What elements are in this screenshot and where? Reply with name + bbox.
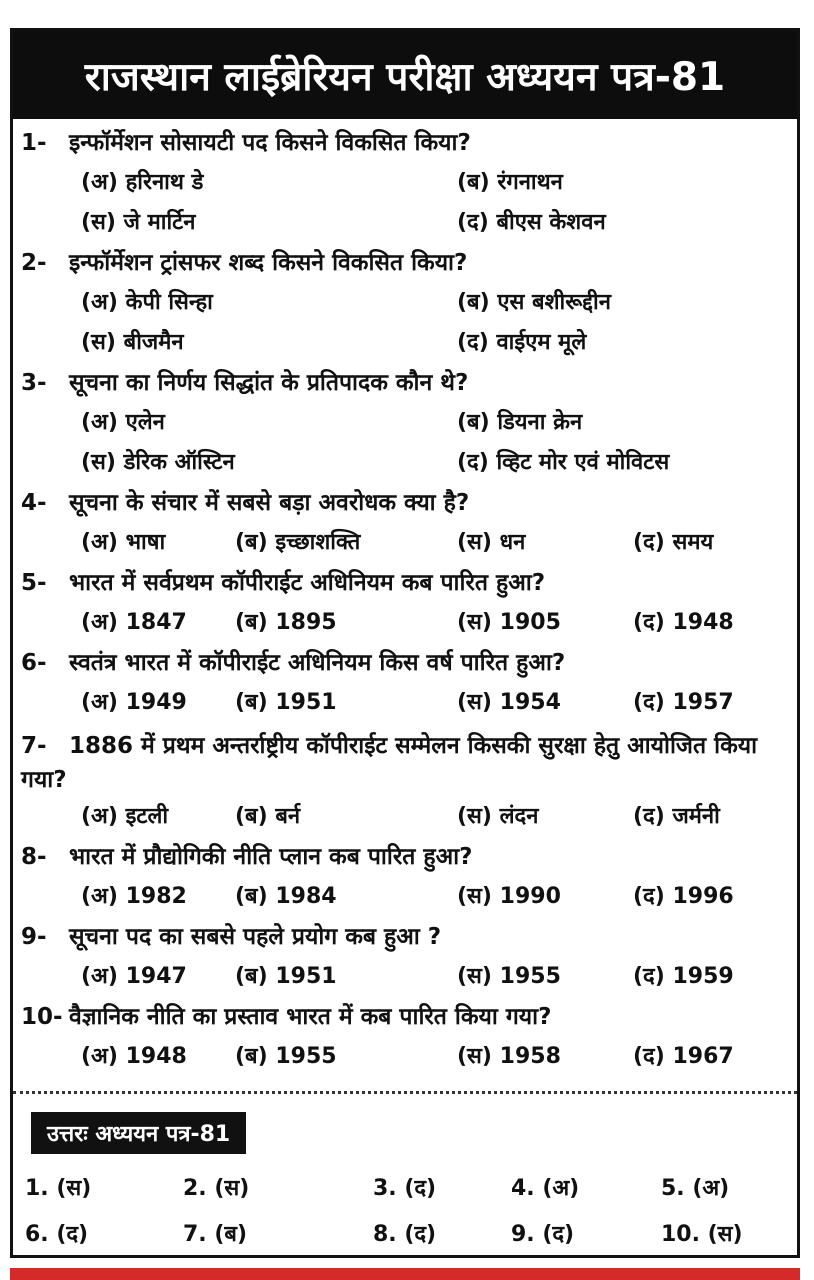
option: (अ) 1982 [81, 884, 187, 909]
question-1 [21, 123, 797, 163]
option: (ब) 1895 [235, 610, 337, 635]
option: (स) 1955 [457, 964, 561, 989]
option-row [21, 1037, 797, 1077]
red-footer-strip [10, 1268, 800, 1280]
question-number: 10- [21, 1004, 63, 1030]
option: (द) 1959 [633, 964, 734, 989]
option: (द) 1996 [633, 884, 734, 909]
option: (अ) 1947 [81, 964, 187, 989]
option: (द) समय [633, 530, 714, 555]
option: (अ) 1949 [81, 690, 187, 715]
option-row [21, 877, 797, 917]
option: (अ) केपी सिन्हा [81, 290, 213, 315]
option: (द) बीएस केशवन [457, 210, 606, 235]
question-2 [21, 243, 797, 283]
option: (द) 1957 [633, 690, 734, 715]
question-9 [21, 917, 797, 957]
question-4 [21, 483, 797, 523]
option: (ब) एस बशीरूद्दीन [457, 290, 611, 315]
question-text: भारत में प्रौद्योगिकी नीति प्लान कब पारित हुआ? [69, 844, 473, 870]
question-3 [21, 363, 797, 403]
option: (द) व्हिट मोर एवं मोविटस [457, 450, 670, 475]
question-number: 8- [21, 844, 47, 870]
option: (ब) 1951 [235, 964, 337, 989]
dotted-divider [13, 1091, 797, 1094]
question-text: वैज्ञानिक नीति का प्रस्ताव भारत में कब पारित किया गया? [69, 1004, 552, 1030]
option: (स) 1954 [457, 690, 561, 715]
option: (स) लंदन [457, 804, 539, 829]
answer-item: 3. (द) [373, 1176, 437, 1201]
option-row [21, 797, 797, 837]
question-text: सूचना के संचार में सबसे बड़ा अवरोधक क्या है? [69, 490, 470, 516]
option-row [21, 163, 797, 203]
option: (स) डेरिक ऑस्टिन [81, 450, 235, 475]
option: (ब) 1951 [235, 690, 337, 715]
option-row [21, 683, 797, 723]
option: (ब) डियना क्रेन [457, 410, 583, 435]
question-10 [21, 997, 797, 1037]
question-number: 6- [21, 650, 47, 676]
question-number: 1- [21, 130, 47, 156]
answer-item: 5. (अ) [661, 1176, 730, 1201]
option: (द) 1967 [633, 1044, 734, 1069]
option: (अ) 1847 [81, 610, 187, 635]
answer-item: 10. (स) [661, 1222, 743, 1247]
option: (स) जे मार्टिन [81, 210, 196, 235]
option: (अ) 1948 [81, 1044, 187, 1069]
option: (स) 1958 [457, 1044, 561, 1069]
option-row [21, 957, 797, 997]
option-row [21, 443, 797, 483]
option: (ब) बर्न [235, 804, 301, 829]
option: (ब) 1955 [235, 1044, 337, 1069]
answer-item: 9. (द) [511, 1222, 575, 1247]
question-6 [21, 643, 797, 683]
answer-item: 1. (स) [25, 1176, 92, 1201]
option-row [21, 323, 797, 363]
option-row [21, 603, 797, 643]
option: (अ) भाषा [81, 530, 166, 555]
option: (ब) 1984 [235, 884, 337, 909]
answer-item: 7. (ब) [183, 1222, 247, 1247]
question-text: सूचना पद का सबसे पहले प्रयोग कब हुआ ? [69, 924, 442, 950]
option: (स) 1905 [457, 610, 561, 635]
option: (द) वाईएम मूले [457, 330, 587, 355]
answer-row [13, 1212, 797, 1258]
question-8 [21, 837, 797, 877]
question-number: 4- [21, 490, 47, 516]
question-number: 5- [21, 570, 47, 596]
answer-item: 4. (अ) [511, 1176, 580, 1201]
option: (स) 1990 [457, 884, 561, 909]
option: (ब) इच्छाशक्ति [235, 530, 361, 555]
question-text: इन्फॉर्मेशन ट्रांसफर शब्द किसने विकसित किया? [69, 250, 468, 276]
answer-key [13, 1166, 797, 1258]
option-row [21, 283, 797, 323]
question-text: स्वतंत्र भारत में कॉपीराईट अधिनियम किस वर्ष पारित हुआ? [69, 650, 566, 676]
option: (अ) इटली [81, 804, 169, 829]
answer-item: 2. (स) [183, 1176, 250, 1201]
answer-row [13, 1166, 797, 1212]
option-row [21, 403, 797, 443]
question-text: इन्फॉर्मेशन सोसायटी पद किसने विकसित किया? [69, 130, 471, 156]
option-row [21, 523, 797, 563]
option: (ब) रंगनाथन [457, 170, 563, 195]
question-number: 3- [21, 370, 47, 396]
answer-item: 8. (द) [373, 1222, 437, 1247]
option: (अ) एलेन [81, 410, 165, 435]
answer-heading: उत्तरः अध्ययन पत्र-81 [31, 1112, 246, 1154]
option-row [21, 203, 797, 243]
question-number: 7- [21, 733, 47, 759]
option: (अ) हरिनाथ डे [81, 170, 204, 195]
question-list [13, 119, 797, 1077]
option: (द) 1948 [633, 610, 734, 635]
option: (स) बीजमैन [81, 330, 184, 355]
question-text: भारत में सर्वप्रथम कॉपीराईट अधिनियम कब पारित हुआ? [69, 570, 546, 596]
question-number: 9- [21, 924, 47, 950]
option: (द) जर्मनी [633, 804, 720, 829]
question-text: सूचना का निर्णय सिद्धांत के प्रतिपादक कौन थे? [69, 370, 469, 396]
question-text: 1886 में प्रथम अन्तर्राष्ट्रीय कॉपीराईट सम्मेलन किसकी सुरक्षा हेतु आयोजित किया गया? [21, 733, 758, 793]
option: (स) धन [457, 530, 526, 555]
question-7 [21, 723, 797, 797]
question-5 [21, 563, 797, 603]
study-sheet [10, 28, 800, 1258]
answer-item: 6. (द) [25, 1222, 89, 1247]
page-title: राजस्थान लाईब्रेरियन परीक्षा अध्ययन पत्र-81 [13, 31, 797, 119]
question-number: 2- [21, 250, 47, 276]
